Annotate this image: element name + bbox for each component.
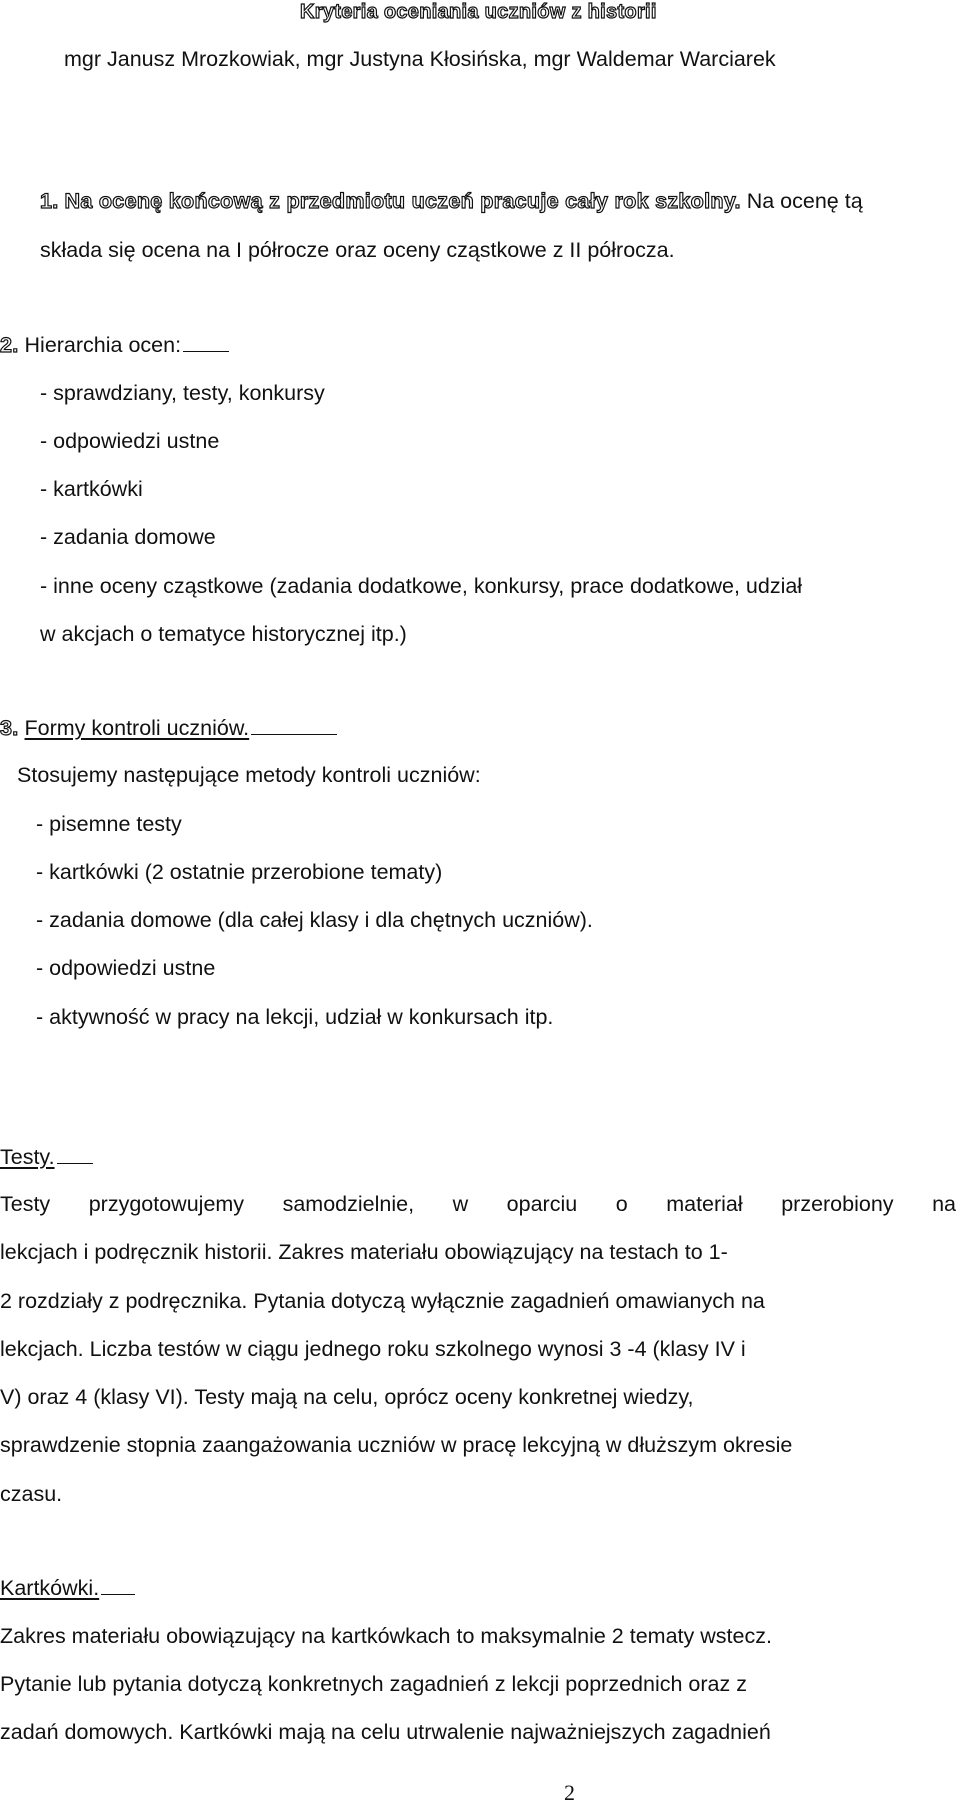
control-method-item: - zadania domowe (dla całej klasy i dla chętnych uczniów). [36, 908, 593, 932]
heading-underline-blank [57, 1143, 93, 1164]
word: przerobiony [781, 1192, 894, 1216]
control-method-item: - kartkówki (2 ostatnie przerobione tematy) [36, 860, 443, 884]
page-number: 2 [564, 1780, 575, 1805]
testy-paragraph-line: 2 rozdziały z podręcznika. Pytania dotyczą wyłącznie zagadnień omawianych na [0, 1289, 765, 1313]
section-2-heading: Hierarchia ocen: [24, 333, 182, 357]
hierarchy-item: - kartkówki [40, 477, 143, 501]
control-method-item: - aktywność w pracy na lekcji, udział w konkursach itp. [36, 1005, 554, 1029]
testy-heading-line [0, 1143, 93, 1170]
section-2-heading-line [0, 331, 229, 358]
testy-paragraph-line: V) oraz 4 (klasy VI). Testy mają na celu, oprócz oceny konkretnej wiedzy, [0, 1385, 694, 1409]
section-3-heading-line [0, 714, 337, 741]
word: na [932, 1192, 956, 1216]
authors-line: mgr Janusz Mrozkowiak, mgr Justyna Kłosińska, mgr Waldemar Warciarek [64, 47, 776, 71]
section-1-number: 1. [40, 189, 59, 213]
section-3-heading: Formy kontroli uczniów. [24, 716, 250, 740]
word: w [452, 1192, 469, 1216]
section-2-number: 2. [0, 333, 19, 357]
section-1-text-rest: Na ocenę tą [740, 189, 863, 213]
testy-paragraph-line: lekcjach. Liczba testów w ciągu jednego roku szkolnego wynosi 3 -4 (klasy IV i [0, 1337, 746, 1361]
section-1-line-2: składa się ocena na I półrocze oraz oceny cząstkowe z II półrocza. [40, 238, 675, 262]
word: Testy [0, 1192, 51, 1216]
control-method-item: - pisemne testy [36, 812, 182, 836]
section-3-number: 3. [0, 716, 19, 740]
kartkowki-paragraph-line: zadań domowych. Kartkówki mają na celu utrwalenie najważniejszych zagadnień [0, 1720, 771, 1744]
kartkowki-heading-line [0, 1574, 135, 1601]
testy-heading: Testy. [0, 1145, 55, 1169]
kartkowki-paragraph-line: Zakres materiału obowiązujący na kartkówkach to maksymalnie 2 tematy wstecz. [0, 1624, 772, 1648]
control-method-item: - odpowiedzi ustne [36, 956, 216, 980]
kartkowki-heading: Kartkówki. [0, 1576, 100, 1600]
hierarchy-item: - zadania domowe [40, 525, 216, 549]
word: przygotowujemy [88, 1192, 245, 1216]
testy-paragraph-line: lekcjach i podręcznik historii. Zakres materiału obowiązujący na testach to 1- [0, 1240, 728, 1264]
hierarchy-item: - odpowiedzi ustne [40, 429, 220, 453]
word: samodzielnie, [282, 1192, 415, 1216]
word: o [615, 1192, 628, 1216]
hierarchy-item: - inne oceny cząstkowe (zadania dodatkowe, konkursy, prace dodatkowe, udział [40, 574, 803, 598]
testy-paragraph-line-1 [0, 1191, 956, 1217]
heading-underline-blank [251, 714, 337, 735]
hierarchy-item-continuation: w akcjach o tematyce historycznej itp.) [40, 622, 407, 646]
section-1-line-1 [40, 188, 863, 214]
heading-underline-blank [101, 1574, 135, 1595]
document-title: Kryteria oceniania uczniów z historii [300, 1, 657, 23]
heading-underline-blank [183, 331, 229, 352]
word: materiał [666, 1192, 743, 1216]
section-3-intro: Stosujemy następujące metody kontroli uczniów: [17, 763, 481, 787]
testy-paragraph-line: sprawdzenie stopnia zaangażowania uczniów w pracę lekcyjną w dłuższym okresie [0, 1433, 793, 1457]
testy-paragraph-line: czasu. [0, 1482, 63, 1506]
kartkowki-paragraph-line: Pytanie lub pytania dotyczą konkretnych zagadnień z lekcji poprzednich oraz z [0, 1672, 747, 1696]
word: oparciu [506, 1192, 578, 1216]
section-1-bold-text: Na ocenę końcową z przedmiotu uczeń pracuje cały rok szkolny. [64, 189, 741, 213]
hierarchy-item: - sprawdziany, testy, konkursy [40, 381, 325, 405]
